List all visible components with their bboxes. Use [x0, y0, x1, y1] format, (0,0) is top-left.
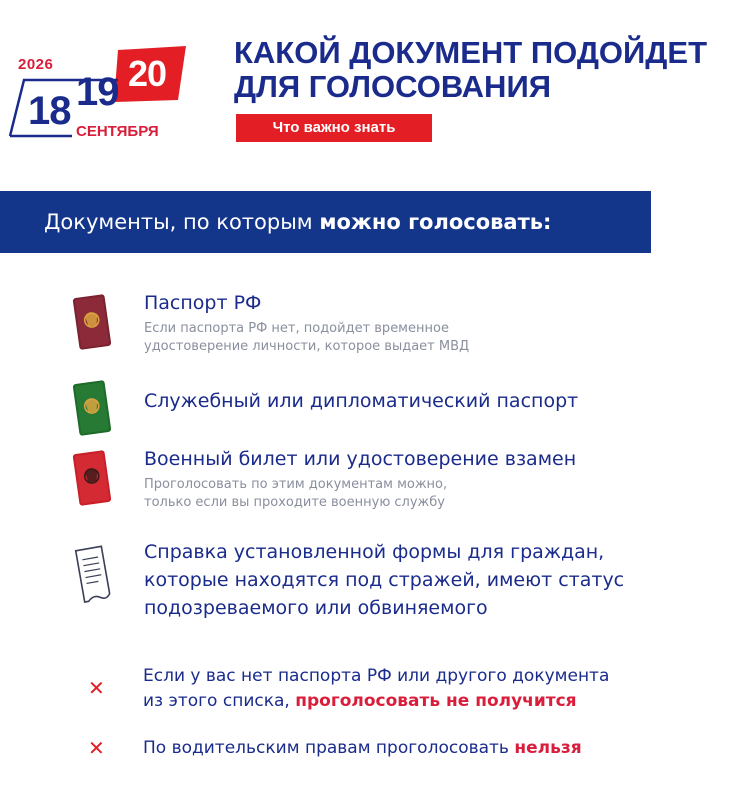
- passport-green-icon: [72, 376, 112, 440]
- document-note: [144, 320, 469, 356]
- logo-year: 2026: [18, 56, 54, 73]
- military-id-red-icon: [72, 446, 112, 510]
- warning-emphasis: проголосовать не получится: [295, 691, 577, 711]
- subtitle-badge: Что важно знать: [236, 114, 432, 142]
- cross-icon: ✕: [88, 736, 105, 760]
- warning-line-1: Если у вас нет паспорта РФ или другого документа: [143, 666, 610, 686]
- banner-prefix: Документы, по которым: [44, 210, 320, 234]
- note-line-1: Если паспорта РФ нет, подойдет временное: [144, 321, 449, 336]
- document-title: Служебный или дипломатический паспорт: [144, 390, 579, 412]
- title-line-1: КАКОЙ ДОКУМЕНТ ПОДОЙДЕТ: [234, 35, 708, 70]
- section-banner: [0, 191, 651, 253]
- title-line-1: Справка установленной формы для граждан,: [144, 541, 605, 563]
- document-title: Военный билет или удостоверение взамен: [144, 448, 577, 470]
- warning-prefix: По водительским правам проголосовать: [143, 738, 515, 758]
- certificate-document-icon: [72, 542, 116, 606]
- title-line-2: ДЛЯ ГОЛОСОВАНИЯ: [234, 69, 552, 104]
- document-title: [144, 538, 624, 622]
- logo-day-19: 19: [76, 70, 119, 114]
- note-line-1: Проголосовать по этим документам можно,: [144, 477, 448, 492]
- warning-text: [143, 664, 609, 714]
- note-line-2: только если вы проходите военную службу: [144, 495, 445, 510]
- document-note: [144, 476, 447, 512]
- banner-emphasis: можно голосовать:: [319, 210, 552, 234]
- warning-line-2: [143, 689, 609, 714]
- election-logo: [6, 44, 188, 144]
- logo-day-18: 18: [28, 89, 71, 133]
- title-line-3: подозреваемого или обвиняемого: [144, 597, 488, 619]
- note-line-2: удостоверение личности, которое выдает МВД: [144, 339, 470, 354]
- warning-prefix: из этого списка,: [143, 691, 296, 711]
- logo-month: СЕНТЯБРЯ: [76, 123, 159, 140]
- document-title: Паспорт РФ: [144, 292, 262, 314]
- warning-emphasis: нельзя: [514, 738, 582, 758]
- warning-text: [143, 736, 582, 761]
- page-title: [234, 36, 734, 104]
- logo-day-20: 20: [128, 53, 167, 94]
- passport-burgundy-icon: [72, 290, 112, 354]
- title-line-2: которые находятся под стражей, имеют статус: [144, 569, 625, 591]
- cross-icon: ✕: [88, 676, 105, 700]
